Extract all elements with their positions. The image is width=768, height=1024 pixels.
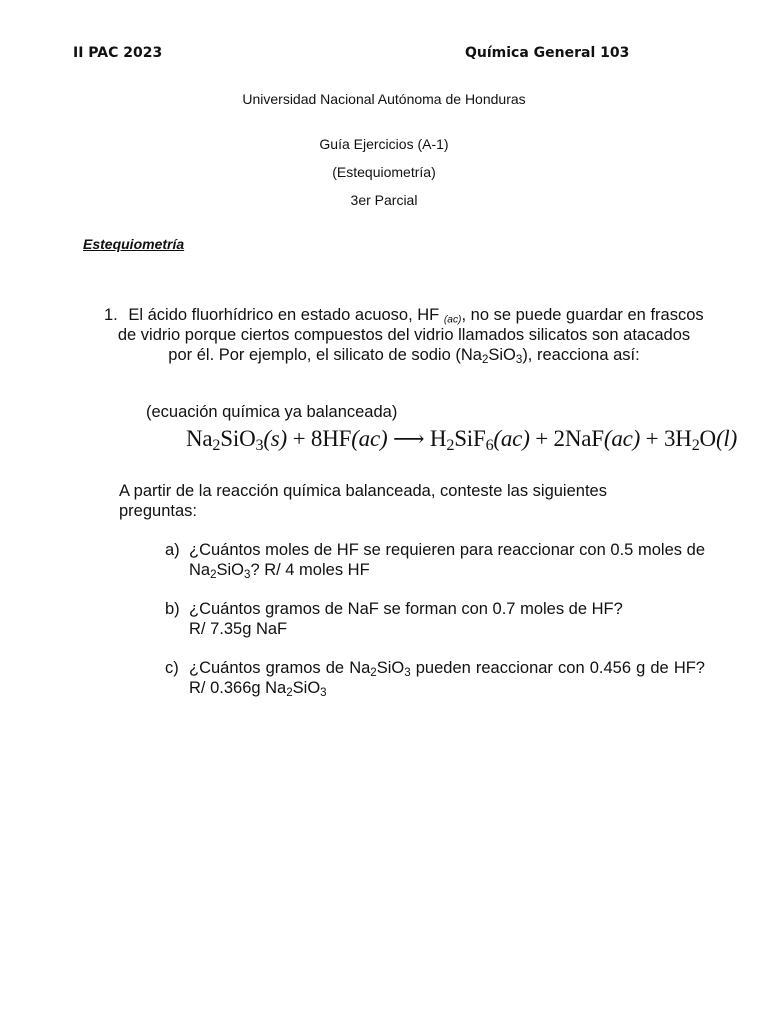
item-text: ¿Cuántos moles de HF se requieren para reaccionar con 0.5 moles de $Na_2SiO_3$? R/ 4 moles HF xyxy=(189,541,705,581)
chemical-equation: $Na_2SiO_3(s) + 8HF(ac)$ ⟶ $H_2SiF_6(ac) + 2NaF(ac) + 3H_2O(l)$ xyxy=(186,426,738,455)
equation-note: (ecuación química ya balanceada) xyxy=(146,403,398,421)
question-1 xyxy=(104,305,704,365)
item-text: ¿Cuántos gramos de $Na_2SiO_3$ pueden reaccionar con 0.456 g de HF? R/ 0.366g $Na_2SiO_3$ xyxy=(189,659,705,699)
guide-partial: 3er Parcial xyxy=(350,192,418,208)
question-number: 1. xyxy=(104,306,118,324)
guide-title: Guía Ejercicios (A-1) xyxy=(319,136,449,152)
list-item xyxy=(165,540,705,580)
header-course-period: II PAC 2023 xyxy=(73,45,163,61)
questions-intro: A partir de la reacción química balanceada, conteste las siguientes preguntas: xyxy=(119,482,607,520)
question-text: El ácido fluorhídrico en estado acuoso, HF $_{(ac)}$, no se puede guardar en frascos de vidrio porque ciertos compuestos del vidrio llamados silicatos son atacados por él. Por ejemplo, el silicato de sodio $(Na_2SiO_3)$, reacciona así: xyxy=(117,306,704,366)
item-text: ¿Cuántos gramos de NaF se forman con 0.7 moles de HF? R/ 7.35g NaF xyxy=(189,600,623,638)
item-label: c) xyxy=(165,659,179,677)
section-title: Estequiometría xyxy=(83,236,185,252)
item-label: b) xyxy=(165,600,180,618)
guide-topic: (Estequiometría) xyxy=(332,164,436,180)
header-course-name: Química General 103 xyxy=(465,45,630,61)
list-item xyxy=(165,658,705,698)
item-label: a) xyxy=(165,541,180,559)
reaction-arrow: ⟶ xyxy=(393,426,425,451)
list-item xyxy=(165,599,705,639)
university-name: Universidad Nacional Autónoma de Honduras xyxy=(242,91,526,107)
